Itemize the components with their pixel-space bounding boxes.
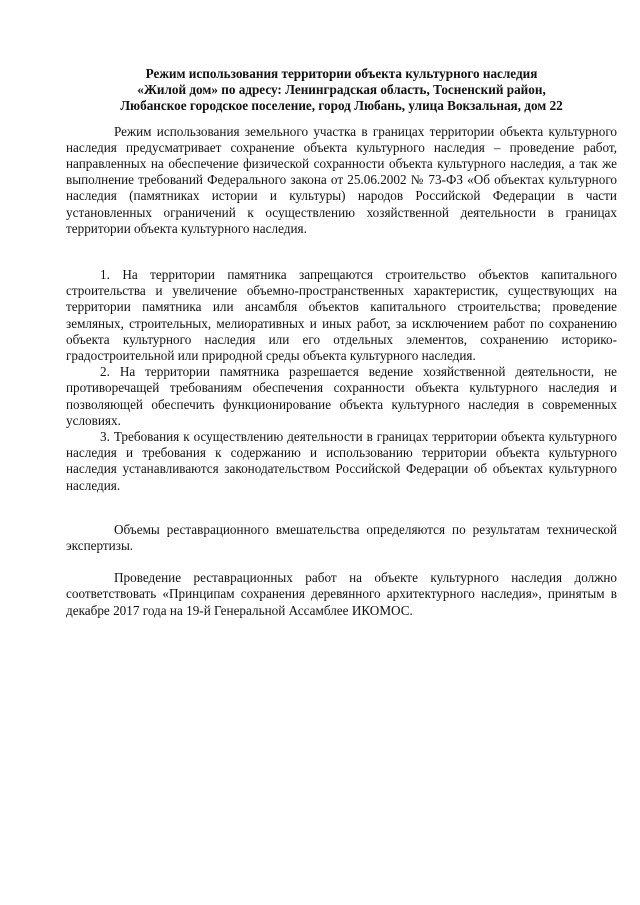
- title-line-1: Режим использования территории объекта культурного наследия: [145, 66, 538, 81]
- list-item-2: 2. На территории памятника разрешается ведение хозяйственной деятельности, не противоречащей требованиям обеспечения сохранности объекта культурного наследия и позволяющей обеспечить функционирование объекта культурного наследия в современных условиях.: [66, 364, 617, 428]
- intro-paragraph: Режим использования земельного участка в границах территории объекта культурного наследия предусматривает сохранение объекта культурного наследия – проведение работ, направленных на обеспечение физической сохранности объекта культурного наследия, а так же выполнение требований Федерального закона от 25.06.2002 № 73-ФЗ «Об объектах культурного наследия (памятниках истории и культуры) народов Российской Федерации в части установленных ограничений к осуществлению хозяйственной деятельности в границах территории объекта культурного наследия.: [66, 123, 617, 236]
- scope-paragraph: Объемы реставрационного вмешательства определяются по результатам технической экспертизы.: [66, 521, 617, 554]
- title-line-2: «Жилой дом» по адресу: Ленинградская область, Тосненский район,: [137, 82, 546, 98]
- document-page: [66, 66, 617, 619]
- document-title: [66, 66, 617, 115]
- principles-paragraph: Проведение реставрационных работ на объекте культурного наследия должно соответствовать «Принципам сохранения деревянного архитектурного наследия», принятым в декабре 2017 года на 19-й Генеральной Ассамблее ИКОМОС.: [66, 570, 617, 618]
- list-item-3: 3. Требования к осуществлению деятельности в границах территории объекта культурного наследия и требования к содержанию и использованию территории объекта культурного наследия устанавливаются законодательством Российской Федерации об объектах культурного наследия.: [66, 429, 617, 493]
- list-item-1: 1. На территории памятника запрещаются строительство объектов капитального строительства и увеличение объемно-пространственных характеристик, существующих на территории памятника или ансамбля объектов капитального строительства; проведение земляных, строительных, мелиоративных и иных работ, за исключением работ по сохранению объекта культурного наследия или его отдельных элементов, сохранению историко-градостроительной или природной среды объекта культурного наследия.: [66, 267, 617, 364]
- title-line-3: Любанское городское поселение, город Любань, улица Вокзальная, дом 22: [120, 98, 563, 114]
